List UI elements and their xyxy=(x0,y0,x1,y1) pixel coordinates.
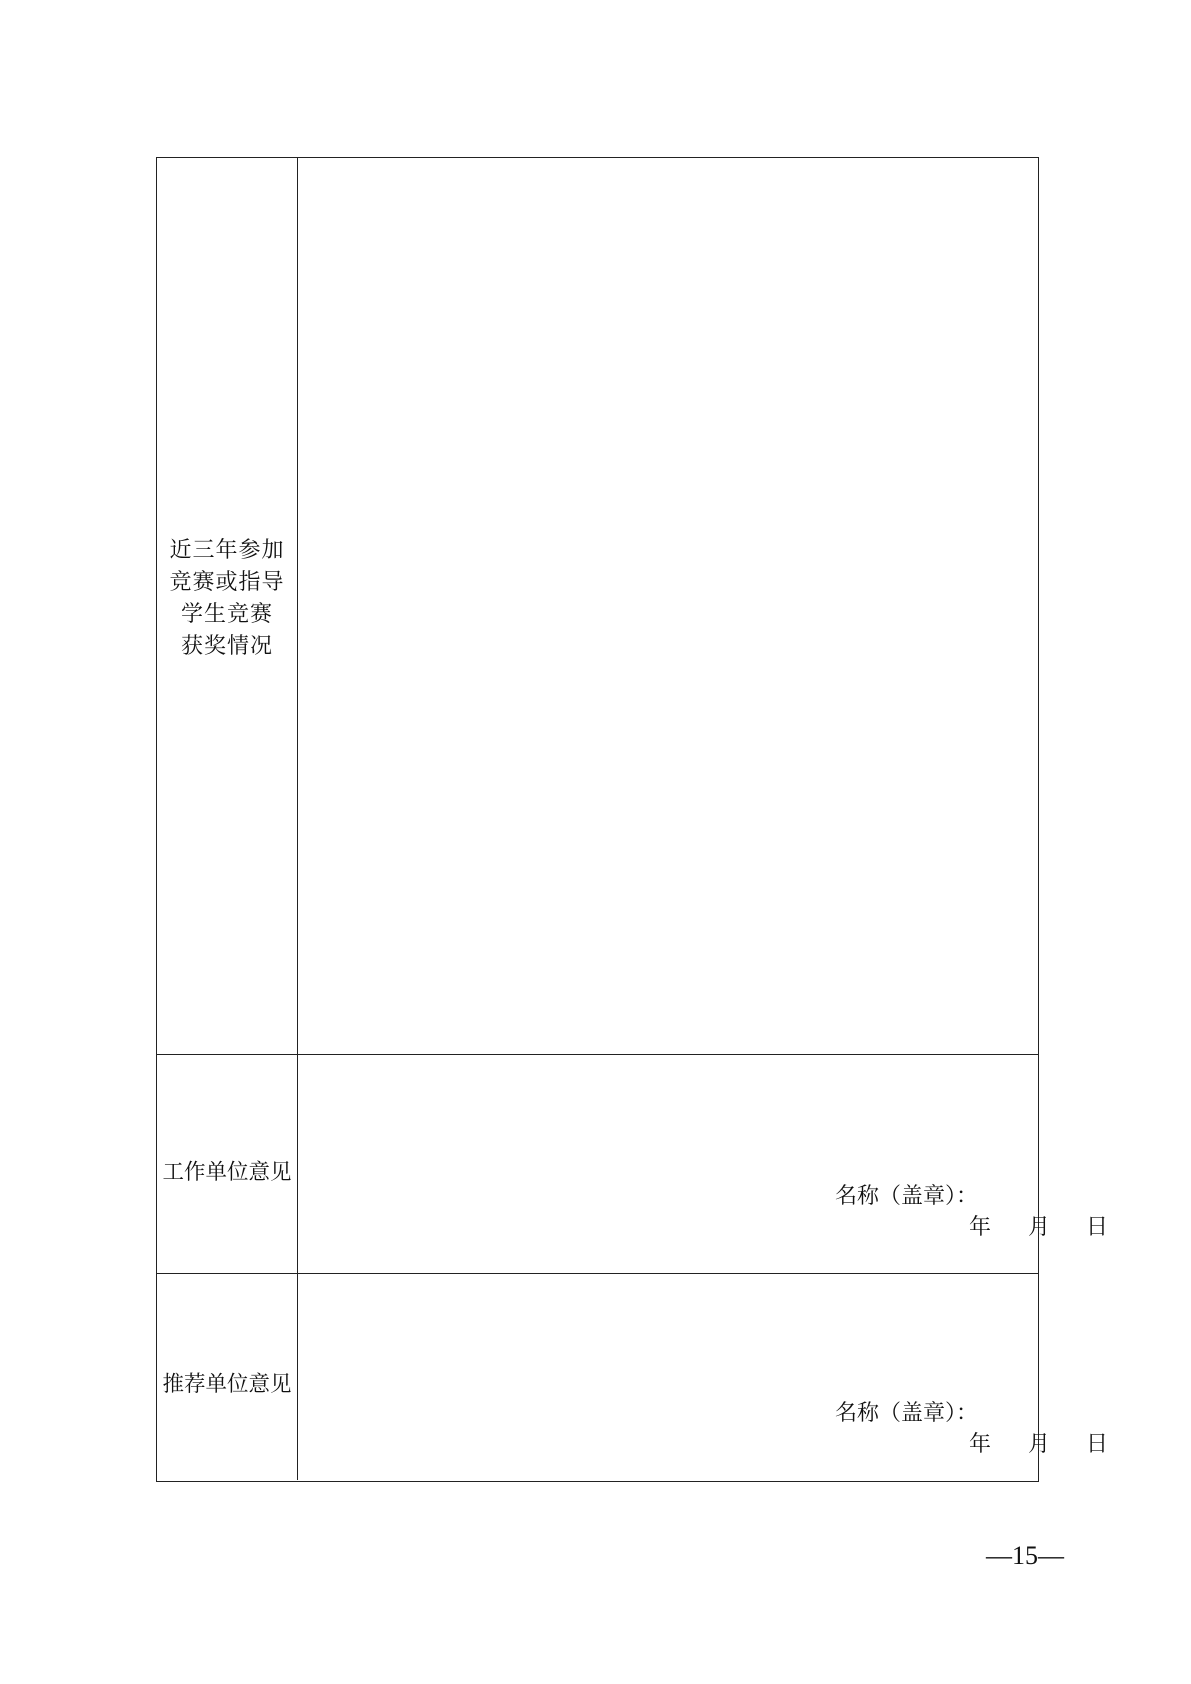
date-day-label: 日 xyxy=(1086,1215,1109,1240)
recommend-unit-label: 推荐单位意见 xyxy=(162,1372,292,1397)
page-number: —15— xyxy=(986,1541,1064,1570)
date-month-label: 月 xyxy=(1028,1215,1051,1240)
awards-label xyxy=(168,535,286,663)
recommend-unit-opinion-cell[interactable] xyxy=(298,1274,1109,1480)
recommend-unit-date xyxy=(969,1427,1116,1458)
awards-label-line: 学生竞赛 xyxy=(180,602,273,627)
date-month-label: 月 xyxy=(1028,1432,1051,1457)
recommend-unit-seal-name-label: 名称（盖章）： xyxy=(835,1401,979,1426)
work-unit-date xyxy=(969,1210,1116,1241)
awards-label-line: 近三年参加 xyxy=(169,538,285,563)
awards-label-line: 竞赛或指导 xyxy=(169,570,285,595)
recommend-unit-label-cell xyxy=(157,1274,298,1480)
date-day-label: 日 xyxy=(1086,1432,1109,1457)
awards-label-line: 获奖情况 xyxy=(180,634,273,659)
work-unit-opinion-cell[interactable] xyxy=(298,1055,1109,1273)
recommend-unit-opinion-row xyxy=(157,1273,1109,1480)
date-year-label: 年 xyxy=(969,1432,992,1457)
work-unit-label: 工作单位意见 xyxy=(162,1160,292,1185)
work-unit-seal-name-label: 名称（盖章）： xyxy=(835,1184,979,1209)
work-unit-opinion-row xyxy=(157,1054,1109,1273)
work-unit-label-cell xyxy=(157,1055,298,1273)
awards-label-cell xyxy=(157,158,298,1054)
awards-content-cell[interactable] xyxy=(298,158,1038,1054)
application-form-table xyxy=(156,157,1109,1482)
date-year-label: 年 xyxy=(969,1215,992,1240)
awards-row xyxy=(157,158,1038,1054)
